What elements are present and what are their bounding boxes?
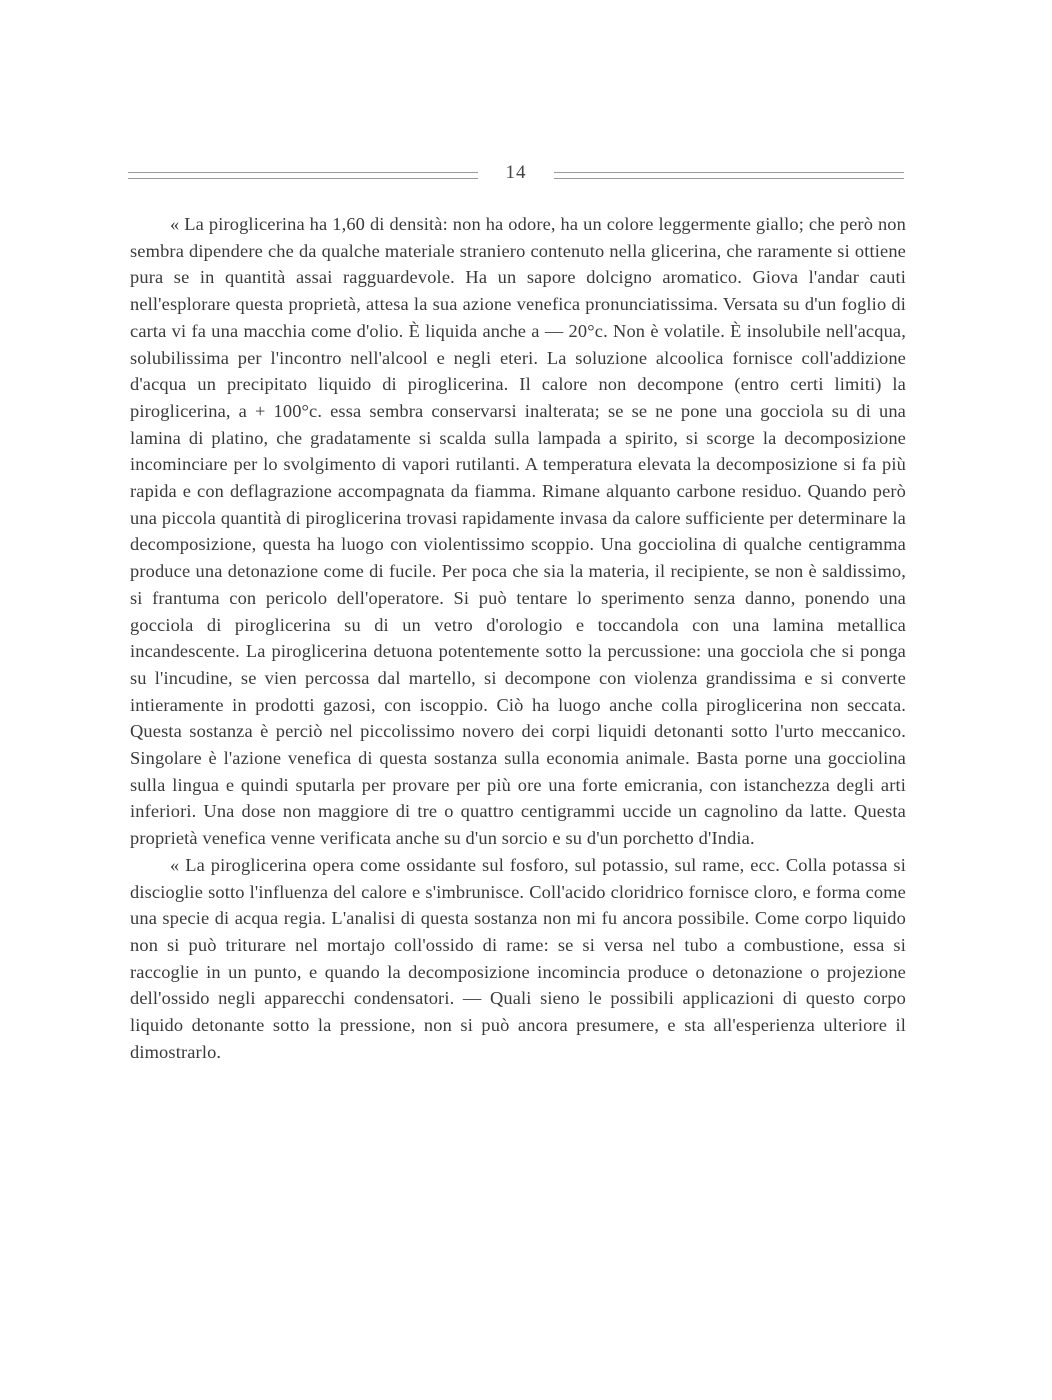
header-rule-right — [554, 172, 904, 179]
paragraph-2: « La piroglicerina opera come ossidante sul fosforo, sul potassio, sul rame, ecc. Colla potassa si discioglie sotto l'influenza del calore e s'imbrunisce. Coll'acido cloridrico fornisce cloro, e forma come una specie di acqua regia. L'analisi di questa sostanza non mi fu ancora possibile. Come corpo liquido non si può triturare nel mortajo coll'ossido di rame: se si versa nel tubo a combustione, essa si raccoglie in un punto, e quando la decomposizione incomincia produce o detonazione o projezione dell'ossido negli apparecchi condensatori. — Quali sieno le possibili applicazioni di questo corpo liquido detonante sotto la pressione, non si può ancora presumere, e sta all'esperienza ulteriore il dimostrarlo. — [130, 854, 906, 1062]
header-rule-left — [128, 172, 478, 179]
body-text — [130, 211, 906, 1066]
paragraph-1: « La piroglicerina ha 1,60 di densità: non ha odore, ha un colore leggermente giallo; che però non sembra dipendere che da qualche materiale straniero contenuto nella glicerina, che raramente si ottiene pura se in quantità assai ragguardevole. Ha un sapore dolcigno aromatico. Giova l'andar cauti nell'esplorare questa proprietà, attesa la sua azione venefica pronunciatissima. Versata su d'un foglio di carta vi fa una macchia come d'olio. È liquida anche a — 20°c. Non è volatile. È insolubile nell'acqua, solubilissima per l'incontro nell'alcool e negli eteri. La soluzione alcoolica fornisce coll'addizione d'acqua un precipitato liquido di piroglicerina. Il calore non decompone (entro certi limiti) la piroglicerina, a + 100°c. essa sembra conservarsi inalterata; se se ne pone una gocciola su di una lamina di platino, che gradatamente si scalda sulla lampada a spirito, si scorge la decomposizione incominciare per lo svolgimento di vapori rutilanti. A temperatura elevata la decomposizione si fa più rapida e con deflagrazione accompagnata da fiamma. Rimane alquanto carbone residuo. Quando però una piccola quantità di piroglicerina trovasi rapidamente invasa da calore sufficiente per determinare la decomposizione, questa ha luogo con violentissimo scoppio. Una gocciolina di qualche centigramma produce una detonazione come di fucile. Per poca che sia la materia, il recipiente, se non è saldissimo, si frantuma con pericolo dell'operatore. Si può tentare lo sperimento senza danno, ponendo una gocciola di piroglicerina su di un vetro d'orologio e toccandola con una lamina metallica incandescente. La piroglicerina detuona potentemente sotto la percussione: una gocciola che si ponga su l'incudine, se vien percossa dal martello, si decompone con violenza grandissima e si converte intieramente in prodotti gazosi, con iscoppio. Ciò ha luogo anche colla piroglicerina non seccata. Questa sostanza è perciò nel piccolissimo novero dei corpi liquidi detonanti sotto l'urto meccanico. Singolare è l'azione venefica di questa sostanza sulla economia animale. Basta porne una gocciolina sulla lingua e quindi sputarla per provare per più ore una forte emicrania, con istanchezza degli arti inferiori. Una dose non maggiore di tre o quattro centigrammi uccide un cagnolino da latte. Questa proprietà venefica venne verificata anche su d'un sorcio e su d'un porchetto d'India. — [130, 214, 906, 849]
page-header — [128, 160, 904, 190]
page-number: 14 — [505, 162, 527, 183]
